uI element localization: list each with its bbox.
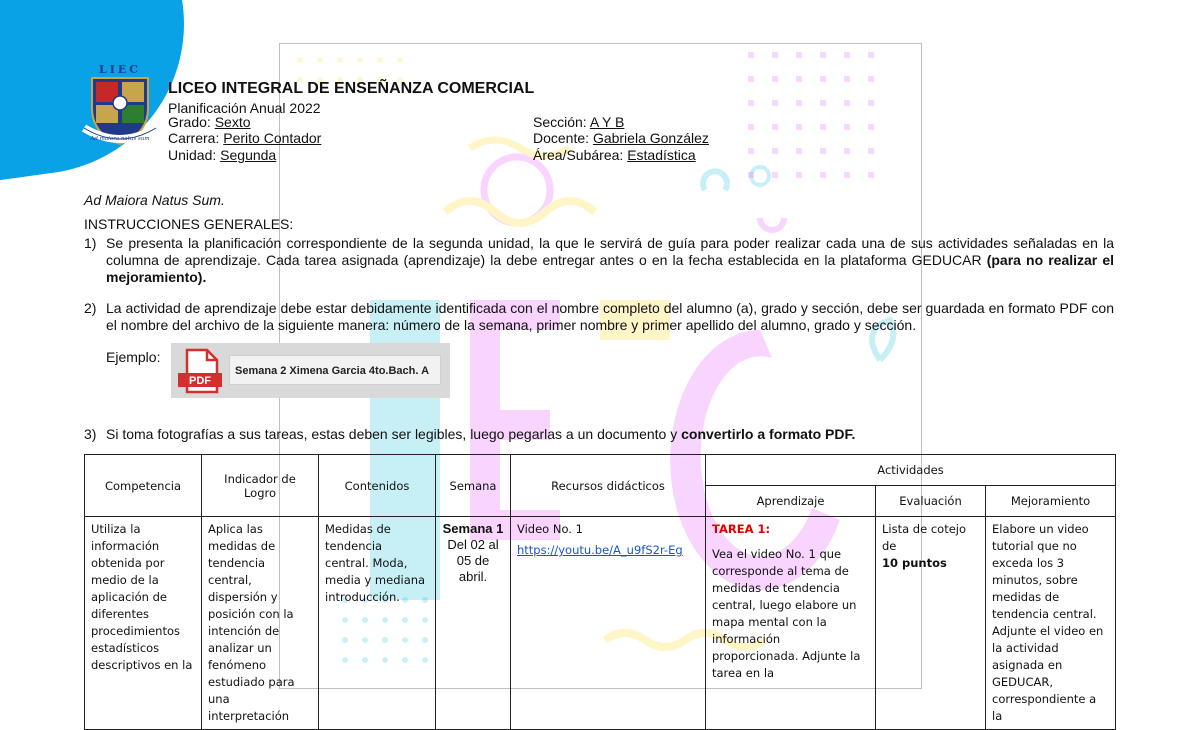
logo-text: LIEC bbox=[98, 63, 142, 76]
planning-table bbox=[84, 454, 1116, 730]
instruction-item-1 bbox=[84, 235, 1114, 287]
header-actividades: Actividades bbox=[706, 455, 1116, 486]
example-label: Ejemplo: bbox=[106, 349, 161, 365]
evaluacion-text: Lista de cotejo de bbox=[882, 522, 967, 553]
unidad-label: Unidad: bbox=[168, 147, 217, 163]
cell-contenidos: Medidas de tendencia central. Moda, media y mediana introducción. bbox=[319, 517, 436, 730]
instruction-item-2 bbox=[84, 300, 1114, 336]
seccion-label: Sección: bbox=[533, 114, 587, 130]
cell-aprendizaje bbox=[706, 517, 876, 730]
instruction-number: 2) bbox=[84, 300, 97, 316]
tarea-title: TAREA 1: bbox=[712, 522, 771, 536]
docente-field bbox=[533, 130, 709, 146]
instruction-item-3 bbox=[84, 426, 1114, 444]
grado-value: Sexto bbox=[214, 114, 251, 130]
plan-title: Planificación Anual 2022 bbox=[168, 100, 321, 116]
header-indicador: Indicador de Logro bbox=[202, 455, 319, 517]
docente-label: Docente: bbox=[533, 130, 590, 146]
instruction-body: Se presenta la planificación correspondiente de la segunda unidad, la que le servirá de guía para poder realizar cada una de sus actividades señaladas en la columna de aprendizaje. Cada tarea asignada (aprendizaje) la debe entregar antes o en la fecha establecida en la plataforma GEDUCAR bbox=[106, 235, 1114, 268]
instruction-text bbox=[106, 426, 1114, 443]
header-aprendizaje: Aprendizaje bbox=[706, 486, 876, 517]
evaluacion-points: 10 puntos bbox=[882, 556, 947, 570]
area-label: Área/Subárea: bbox=[533, 147, 624, 163]
instruction-text bbox=[106, 235, 1114, 286]
example-filename: Semana 2 Ximena Garcia 4to.Bach. A bbox=[229, 355, 441, 385]
instruction-body: Si toma fotografías a sus tareas, estas deben ser legibles, luego pegarlas a un documento y bbox=[106, 426, 678, 442]
area-field bbox=[533, 147, 696, 163]
pdf-file-icon bbox=[177, 348, 223, 394]
carrera-value: Perito Contador bbox=[223, 130, 322, 146]
aprendizaje-text: Vea el video No. 1 que corresponde al tema de medidas de tendencia central, luego elabore un mapa mental con la información proporcionada. Adjunte la tarea en la bbox=[712, 547, 861, 680]
header-mejoramiento: Mejoramiento bbox=[986, 486, 1116, 517]
docente-value: Gabriela González bbox=[592, 130, 709, 146]
area-value: Estadística bbox=[627, 147, 696, 163]
logo-motto: Ad maiora natus sum bbox=[90, 136, 150, 142]
seccion-field bbox=[533, 114, 624, 130]
unidad-value: Segunda bbox=[220, 147, 277, 163]
school-motto: Ad Maiora Natus Sum. bbox=[84, 192, 225, 208]
instruction-number: 3) bbox=[84, 426, 97, 442]
semana-dates: Del 02 al 05 de abril. bbox=[447, 537, 499, 584]
header-recursos: Recursos didácticos bbox=[511, 455, 706, 517]
pdf-badge: PDF bbox=[189, 375, 211, 387]
carrera-label: Carrera: bbox=[168, 130, 220, 146]
header-competencia: Competencia bbox=[85, 455, 202, 517]
video-link[interactable]: https://youtu.be/A_u9fS2r-Eg bbox=[517, 543, 683, 557]
instruction-number: 1) bbox=[84, 235, 97, 251]
semana-title: Semana 1 bbox=[442, 521, 504, 536]
grado-label: Grado: bbox=[168, 114, 211, 130]
cell-evaluacion bbox=[876, 517, 986, 730]
school-name: LICEO INTEGRAL DE ENSEÑANZA COMERCIAL bbox=[168, 80, 535, 97]
header-contenidos: Contenidos bbox=[319, 455, 436, 517]
grado-field bbox=[168, 114, 251, 130]
recursos-text: Video No. 1 bbox=[517, 522, 583, 536]
seccion-value: A Y B bbox=[589, 114, 625, 130]
cell-indicador: Aplica las medidas de tendencia central, dispersión y posición con la intención de analizar un fenómeno estudiado para una interpretación bbox=[202, 517, 319, 730]
table-header-row bbox=[85, 455, 1116, 486]
instruction-text: La actividad de aprendizaje debe estar debidamente identificada con el nombre completo del alumno (a), grado y sección, debe ser guardada en formato PDF con el nombre del archivo de la siguiente manera: número de la semana, primer nombre y primer apellido del alumno, grado y sección. bbox=[106, 300, 1114, 333]
instruction-bold: convertirlo a formato PDF. bbox=[681, 426, 856, 442]
header-evaluacion: Evaluación bbox=[876, 486, 986, 517]
school-crest-logo bbox=[80, 62, 160, 150]
instruction-bold: (para no realizar el mejoramiento). bbox=[106, 252, 1115, 285]
cell-semana bbox=[436, 517, 511, 730]
cell-mejoramiento: Elabore un video tutorial que no exceda los 3 minutos, sobre medidas de tendencia central. Adjunte el video en la actividad asignada en GEDUCAR, correspondiente a la bbox=[986, 517, 1116, 730]
instructions-title: INSTRUCCIONES GENERALES: bbox=[84, 216, 294, 232]
carrera-field bbox=[168, 130, 321, 146]
cell-competencia: Utiliza la información obtenida por medio de la aplicación de diferentes procedimientos estadísticos descriptivos en la bbox=[85, 517, 202, 730]
example-image bbox=[171, 343, 450, 398]
table-row bbox=[85, 517, 1116, 730]
header-semana: Semana bbox=[436, 455, 511, 517]
unidad-field bbox=[168, 147, 276, 163]
cell-recursos bbox=[511, 517, 706, 730]
